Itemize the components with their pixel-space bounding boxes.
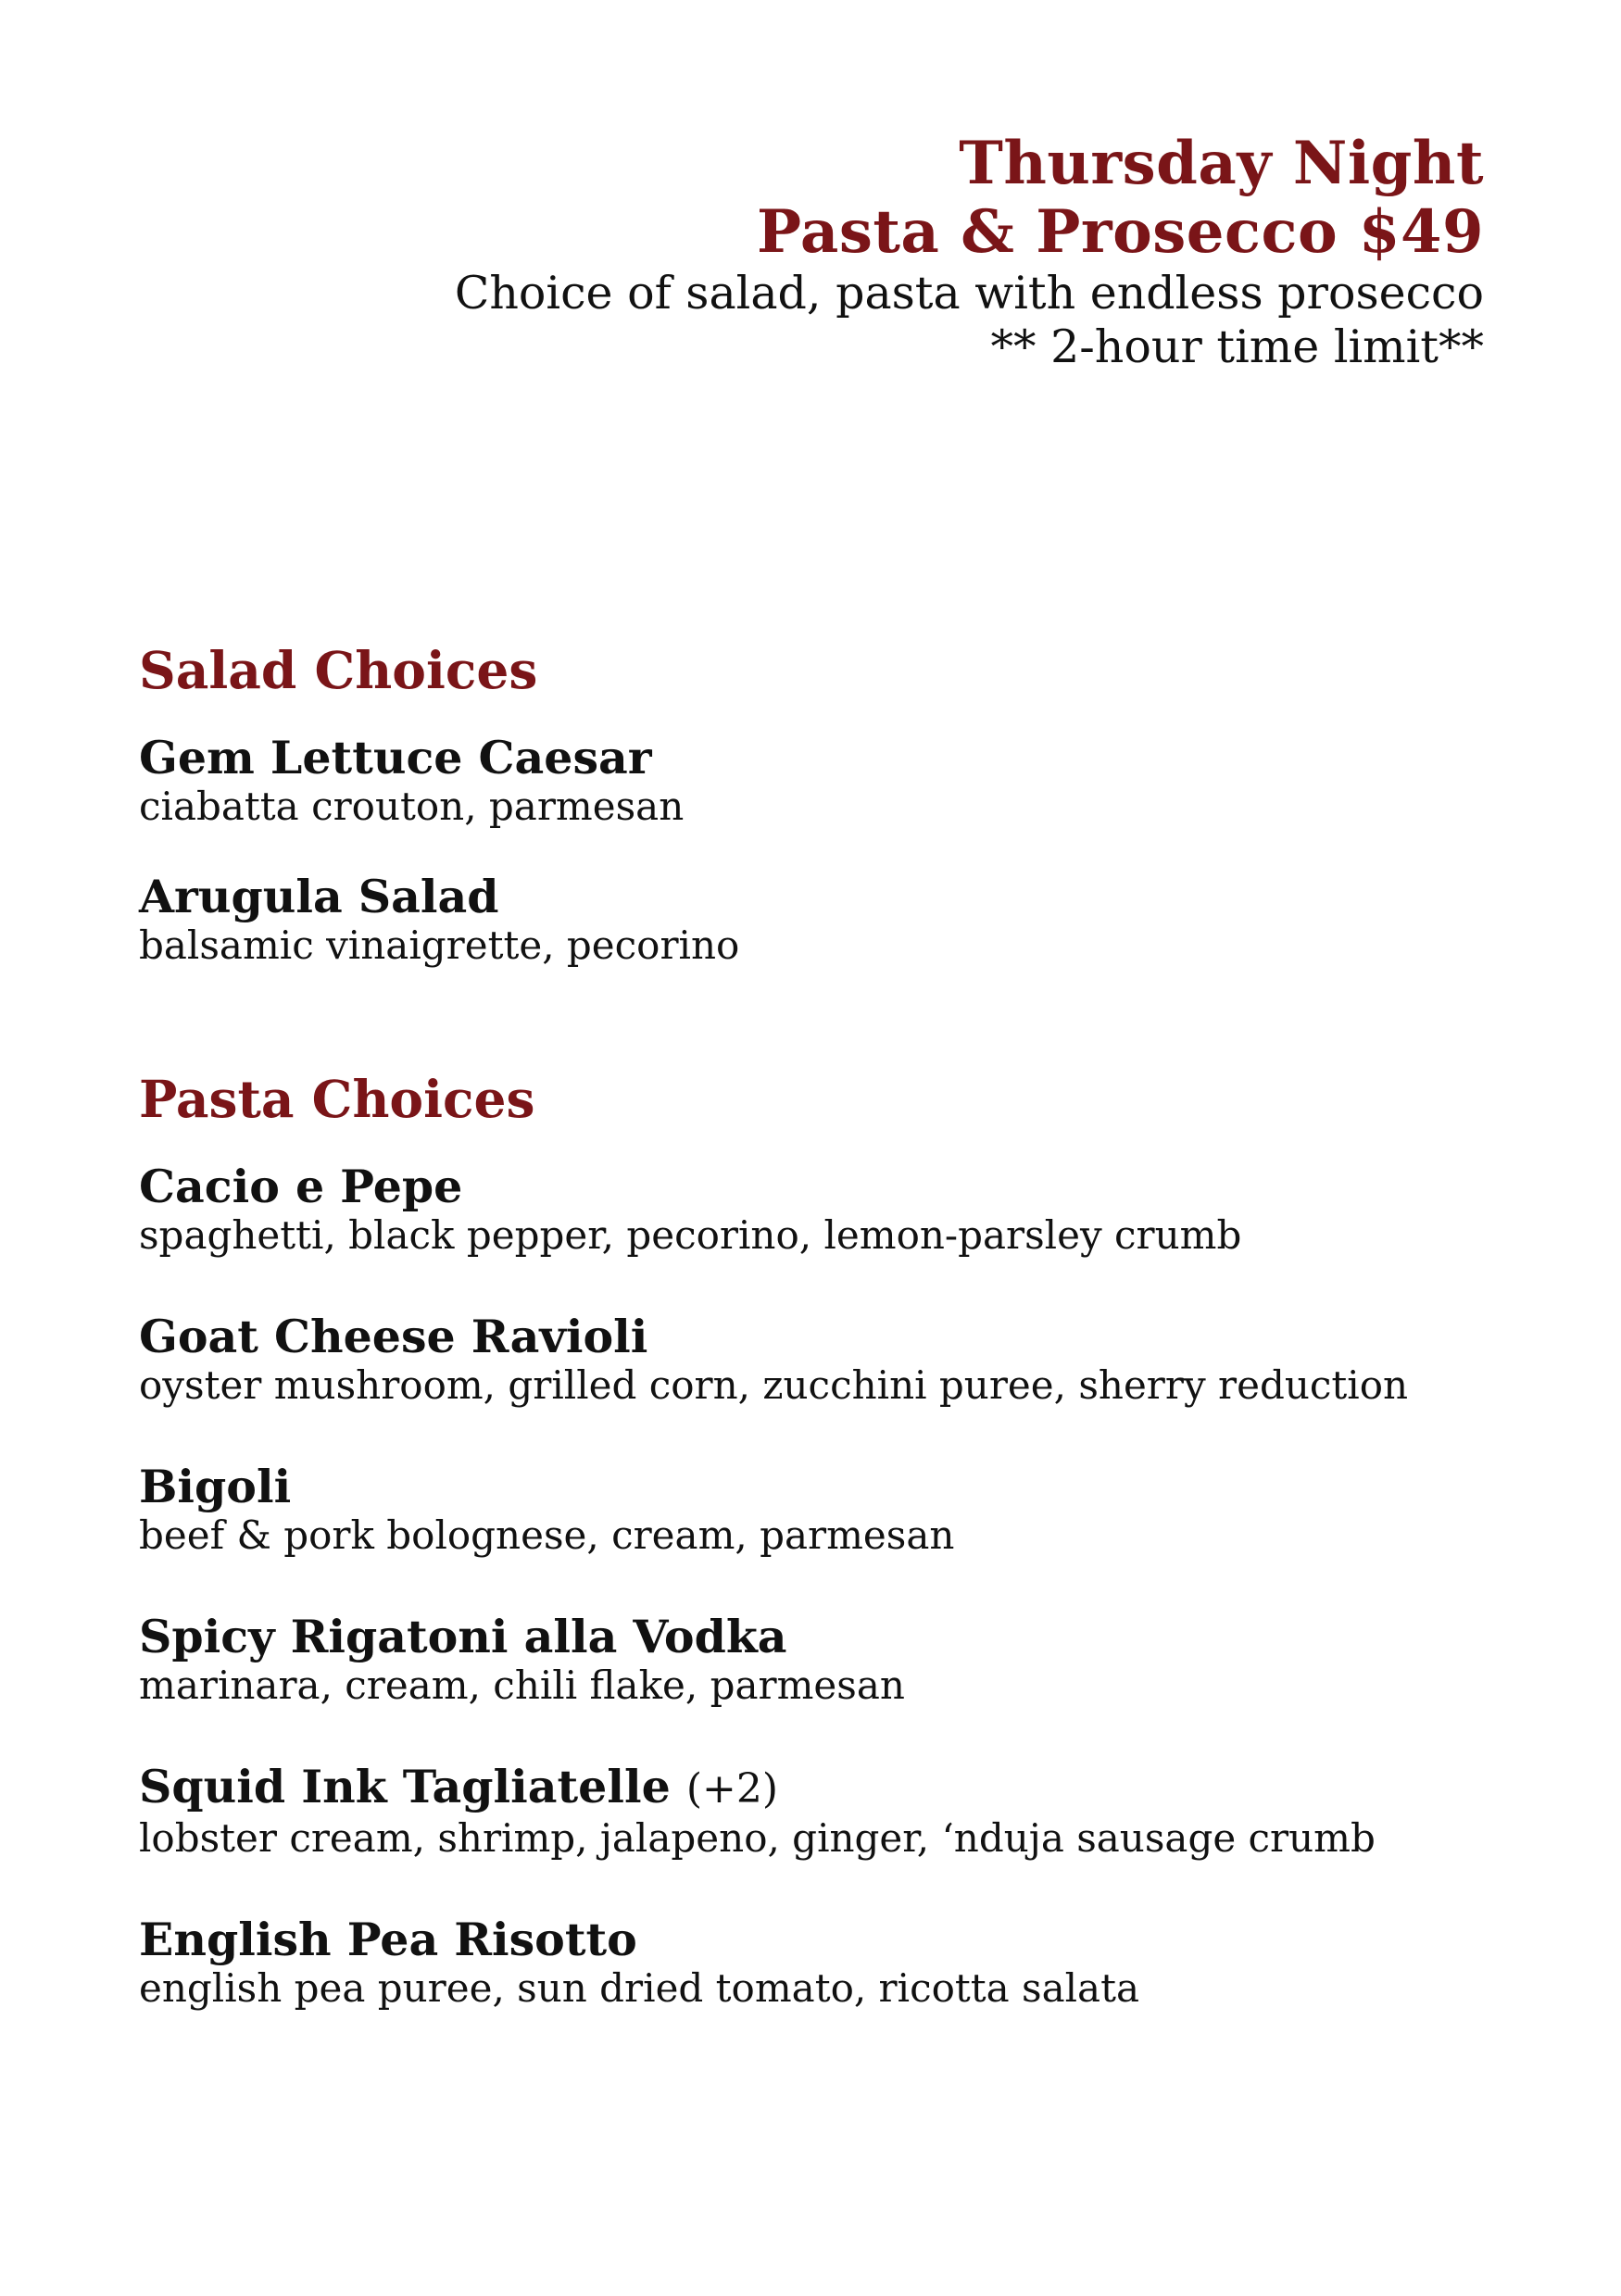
- menu-item-description: spaghetti, black pepper, pecorino, lemon-parsley crumb: [139, 1212, 1242, 1258]
- menu-item-name-row: [139, 1761, 1482, 1815]
- menu-item-name: Spicy Rigatoni alla Vodka: [139, 1610, 787, 1663]
- menu-item: [139, 732, 1482, 830]
- menu-item-name: Bigoli: [139, 1460, 292, 1513]
- menu-item-description: beef & pork bolognese, cream, parmesan: [139, 1512, 955, 1558]
- menu-item: [139, 871, 1482, 969]
- time-limit-note: ** 2-hour time limit**: [990, 320, 1484, 373]
- menu-item-surcharge: (+2): [685, 1765, 779, 1813]
- menu-item: [139, 1611, 1482, 1709]
- menu-subtitle: Choice of salad, pasta with endless prosecco: [454, 267, 1484, 320]
- menu-item-description: balsamic vinaigrette, pecorino: [139, 922, 740, 968]
- pasta-section: [139, 1070, 1482, 2064]
- menu-item-description: ciabatta crouton, parmesan: [139, 784, 685, 829]
- menu-item-name: Arugula Salad: [139, 870, 499, 923]
- pasta-section-title: Pasta Choices: [139, 1069, 535, 1129]
- menu-item-name: Gem Lettuce Caesar: [139, 731, 652, 784]
- salad-section-title: Salad Choices: [139, 640, 538, 700]
- menu-item: [139, 1161, 1482, 1259]
- menu-header: [455, 130, 1484, 374]
- menu-item-description: marinara, cream, chili flake, parmesan: [139, 1662, 905, 1708]
- menu-item-description: english pea puree, sun dried tomato, ricotta salata: [139, 1965, 1140, 2011]
- salad-section: [139, 641, 1482, 1010]
- menu-item: [139, 1461, 1482, 1559]
- menu-price-title: Pasta & Prosecco $49: [756, 197, 1484, 267]
- menu-item-name: Cacio e Pepe: [139, 1160, 463, 1213]
- menu-item: [139, 1761, 1482, 1862]
- menu-title: Thursday Night: [959, 129, 1484, 198]
- menu-item-description: lobster cream, shrimp, jalapeno, ginger, ‘nduja sausage crumb: [139, 1815, 1376, 1861]
- menu-item-name: Goat Cheese Ravioli: [139, 1310, 648, 1363]
- menu-item-name: Squid Ink Tagliatelle: [139, 1760, 671, 1813]
- menu-item-description: oyster mushroom, grilled corn, zucchini puree, sherry reduction: [139, 1362, 1409, 1408]
- menu-item-name: English Pea Risotto: [139, 1913, 637, 1966]
- menu-item: [139, 1913, 1482, 2012]
- menu-item: [139, 1311, 1482, 1409]
